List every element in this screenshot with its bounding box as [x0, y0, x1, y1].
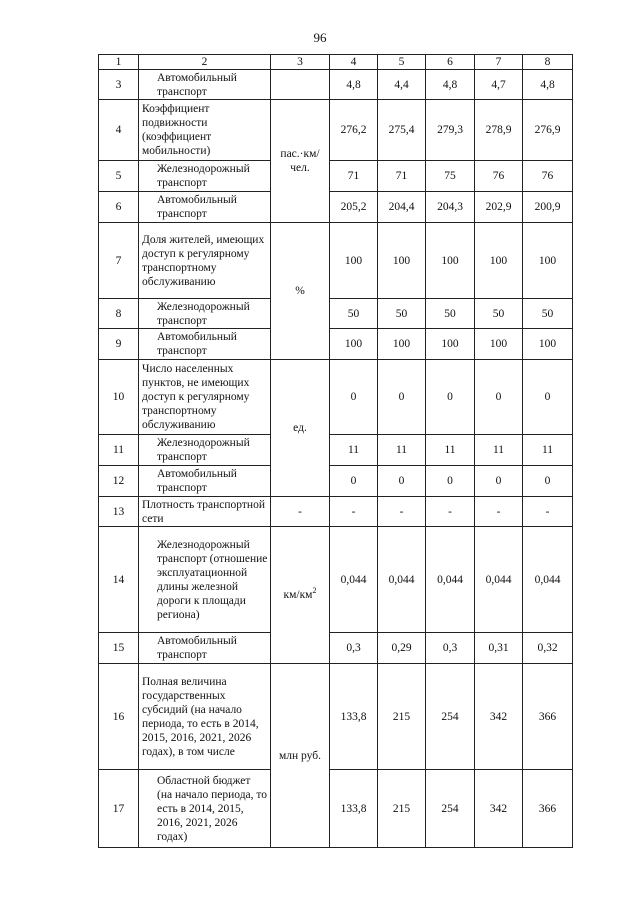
value-cell: 4,8 — [330, 70, 378, 100]
value-cell: 75 — [426, 161, 475, 192]
header-cell: 5 — [378, 55, 426, 70]
table-row — [99, 664, 573, 770]
page-number: 96 — [313, 30, 327, 45]
value-cell: 100 — [426, 223, 475, 299]
value-cell: 11 — [426, 435, 475, 466]
header-cell: 7 — [475, 55, 523, 70]
value-cell: 100 — [330, 329, 378, 360]
value-cell: 0 — [330, 360, 378, 435]
header-cell: 2 — [139, 55, 271, 70]
row-number: 13 — [99, 497, 139, 527]
unit-cell — [271, 70, 330, 100]
value-cell: 50 — [378, 299, 426, 329]
row-label: Железнодорожный транспорт (отношение эксплуатационной длины железной дороги к площади региона) — [139, 527, 271, 633]
value-cell: - — [330, 497, 378, 527]
row-label: Областной бюджет (на начало периода, то есть в 2014, 2015, 2016, 2021, 2026 годах) — [139, 770, 271, 848]
row-label: Железнодорожный транспорт — [139, 299, 271, 329]
row-number: 14 — [99, 527, 139, 633]
value-cell: 275,4 — [378, 100, 426, 161]
value-cell: 4,4 — [378, 70, 426, 100]
unit-line: чел. — [290, 162, 310, 174]
row-label: Автомобильный транспорт — [139, 192, 271, 223]
table-row — [99, 100, 573, 161]
row-number: 10 — [99, 360, 139, 435]
value-cell: 0,044 — [523, 527, 573, 633]
value-cell: 0 — [378, 466, 426, 497]
unit-cell — [271, 527, 330, 664]
value-cell: 76 — [523, 161, 573, 192]
table-row — [99, 497, 573, 527]
table-row — [99, 70, 573, 100]
value-cell: 0 — [426, 360, 475, 435]
header-cell: 8 — [523, 55, 573, 70]
row-number: 17 — [99, 770, 139, 848]
value-cell: 100 — [475, 223, 523, 299]
value-cell: - — [426, 497, 475, 527]
value-cell: 342 — [475, 664, 523, 770]
header-cell: 1 — [99, 55, 139, 70]
value-cell: 0,3 — [426, 633, 475, 664]
value-cell: 76 — [475, 161, 523, 192]
row-number: 15 — [99, 633, 139, 664]
header-cell: 4 — [330, 55, 378, 70]
row-label: Число населенных пунктов, не имеющих доступ к регулярному транспортному обслуживанию — [139, 360, 271, 435]
value-cell: 0,32 — [523, 633, 573, 664]
row-number: 5 — [99, 161, 139, 192]
value-cell: 0 — [523, 360, 573, 435]
table-row — [99, 527, 573, 633]
table-row — [99, 633, 573, 664]
value-cell: 50 — [475, 299, 523, 329]
value-cell: 100 — [426, 329, 475, 360]
value-cell: - — [378, 497, 426, 527]
row-label: Автомобильный транспорт — [139, 633, 271, 664]
unit-cell: млн руб. — [271, 664, 330, 848]
row-number: 4 — [99, 100, 139, 161]
value-cell: 100 — [523, 329, 573, 360]
indicators-table — [98, 54, 573, 848]
value-cell: - — [523, 497, 573, 527]
value-cell: 4,8 — [426, 70, 475, 100]
row-label: Автомобильный транспорт — [139, 466, 271, 497]
value-cell: 279,3 — [426, 100, 475, 161]
row-number: 6 — [99, 192, 139, 223]
value-cell: 11 — [378, 435, 426, 466]
value-cell: 0,3 — [330, 633, 378, 664]
value-cell: 204,4 — [378, 192, 426, 223]
value-cell: 200,9 — [523, 192, 573, 223]
value-cell: 50 — [523, 299, 573, 329]
unit-line: пас.·км/ — [280, 148, 320, 160]
row-label: Железнодорожный транспорт — [139, 161, 271, 192]
value-cell: 215 — [378, 664, 426, 770]
table-row — [99, 770, 573, 848]
row-number: 12 — [99, 466, 139, 497]
value-cell: 0,044 — [330, 527, 378, 633]
value-cell: 0 — [475, 360, 523, 435]
value-cell: 100 — [378, 223, 426, 299]
value-cell: 11 — [475, 435, 523, 466]
value-cell: 133,8 — [330, 770, 378, 848]
value-cell: 366 — [523, 770, 573, 848]
unit-cell: - — [271, 497, 330, 527]
value-cell: 205,2 — [330, 192, 378, 223]
row-label: Железнодорожный транспорт — [139, 435, 271, 466]
value-cell: 366 — [523, 664, 573, 770]
value-cell: 100 — [475, 329, 523, 360]
value-cell: 133,8 — [330, 664, 378, 770]
table-row — [99, 466, 573, 497]
table-row — [99, 435, 573, 466]
value-cell: 11 — [330, 435, 378, 466]
header-cell: 6 — [426, 55, 475, 70]
table-row — [99, 299, 573, 329]
row-label: Коэффициент подвижности (коэффициент мобильности) — [139, 100, 271, 161]
value-cell: 11 — [523, 435, 573, 466]
table-row — [99, 223, 573, 299]
value-cell: 254 — [426, 664, 475, 770]
unit-superscript: 2 — [312, 586, 317, 596]
value-cell: 0,044 — [426, 527, 475, 633]
row-number: 11 — [99, 435, 139, 466]
row-number: 7 — [99, 223, 139, 299]
value-cell: 0 — [378, 360, 426, 435]
row-number: 9 — [99, 329, 139, 360]
value-cell: - — [475, 497, 523, 527]
row-label: Плотность транспортной сети — [139, 497, 271, 527]
value-cell: 0 — [426, 466, 475, 497]
row-label: Автомобильный транспорт — [139, 70, 271, 100]
row-number: 3 — [99, 70, 139, 100]
table-row — [99, 360, 573, 435]
unit-cell: ед. — [271, 360, 330, 497]
value-cell: 71 — [330, 161, 378, 192]
row-label: Доля жителей, имеющих доступ к регулярному транспортному обслуживанию — [139, 223, 271, 299]
row-label: Полная величина государственных субсидий (на начало периода, то есть в 2014, 2015, 2016, 2021, 2026 годах), в том числе — [139, 664, 271, 770]
value-cell: 4,8 — [523, 70, 573, 100]
unit-text: км/км — [283, 589, 313, 601]
row-label: Автомобильный транспорт — [139, 329, 271, 360]
header-row — [99, 55, 573, 70]
table-row — [99, 329, 573, 360]
value-cell: 342 — [475, 770, 523, 848]
value-cell: 100 — [378, 329, 426, 360]
value-cell: 0 — [475, 466, 523, 497]
row-number: 8 — [99, 299, 139, 329]
value-cell: 202,9 — [475, 192, 523, 223]
value-cell: 71 — [378, 161, 426, 192]
value-cell: 50 — [330, 299, 378, 329]
value-cell: 278,9 — [475, 100, 523, 161]
table-row — [99, 192, 573, 223]
value-cell: 0 — [330, 466, 378, 497]
table-row — [99, 161, 573, 192]
value-cell: 0 — [523, 466, 573, 497]
value-cell: 276,9 — [523, 100, 573, 161]
value-cell: 0,044 — [378, 527, 426, 633]
value-cell: 276,2 — [330, 100, 378, 161]
value-cell: 0,044 — [475, 527, 523, 633]
header-cell: 3 — [271, 55, 330, 70]
value-cell: 100 — [523, 223, 573, 299]
unit-cell — [271, 100, 330, 223]
value-cell: 254 — [426, 770, 475, 848]
unit-cell: % — [271, 223, 330, 360]
row-number: 16 — [99, 664, 139, 770]
value-cell: 100 — [330, 223, 378, 299]
value-cell: 50 — [426, 299, 475, 329]
value-cell: 0,31 — [475, 633, 523, 664]
value-cell: 4,7 — [475, 70, 523, 100]
value-cell: 0,29 — [378, 633, 426, 664]
value-cell: 204,3 — [426, 192, 475, 223]
value-cell: 215 — [378, 770, 426, 848]
